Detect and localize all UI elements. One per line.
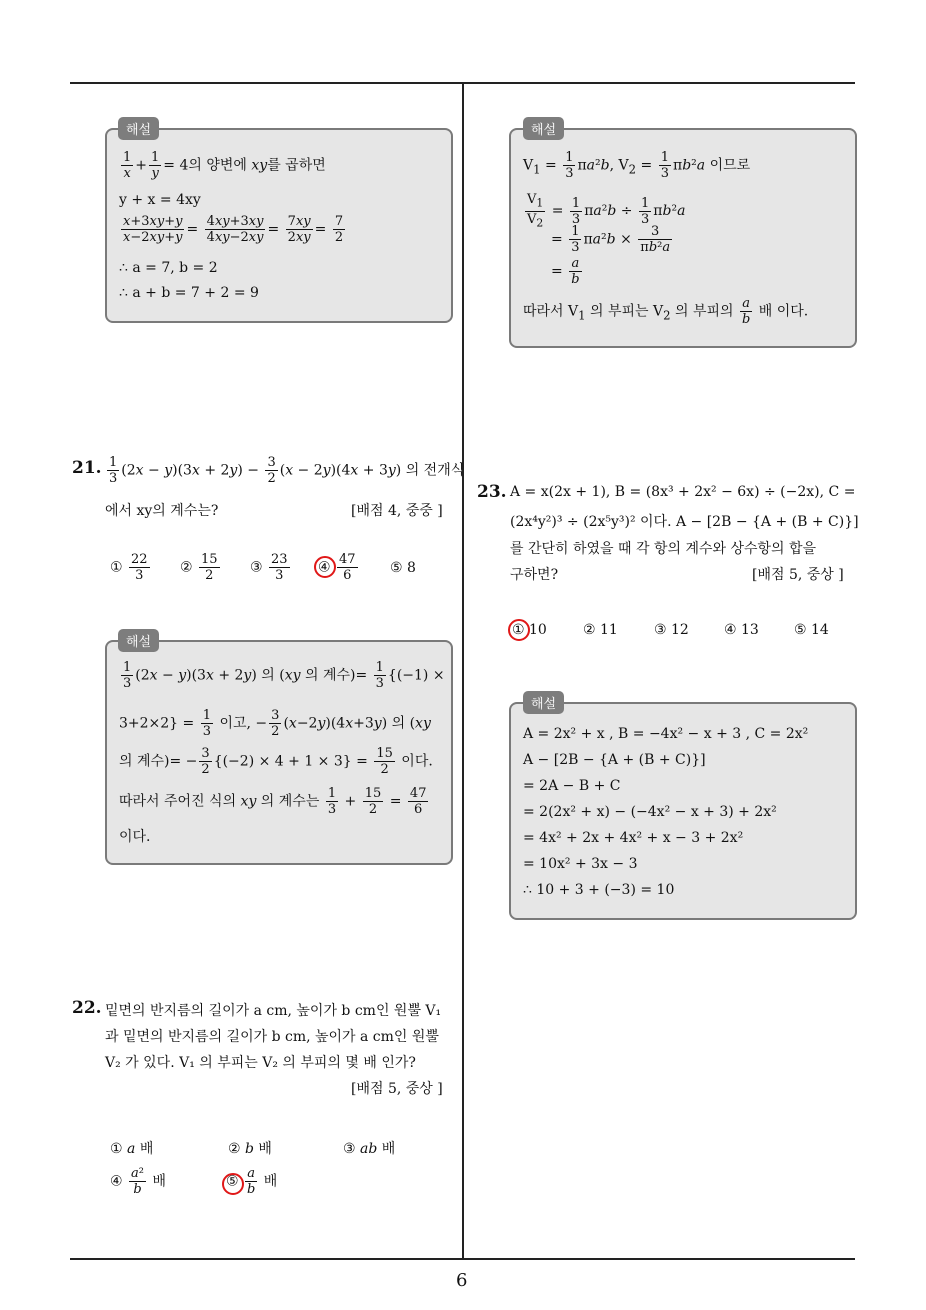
choice-2[interactable]: ② 11 bbox=[583, 622, 618, 638]
question-text: 밑면의 반지름의 길이가 a cm, 높이가 b cm인 원뿔 V₁ bbox=[105, 1003, 442, 1019]
solution-tag: 해설 bbox=[118, 117, 159, 140]
choice-4[interactable]: ④ $\frac{47}{6}$ bbox=[318, 552, 356, 583]
choice-3[interactable]: ③ $\frac{23}{3}$ bbox=[250, 552, 288, 583]
question-text: 에서 xy의 계수는? bbox=[105, 503, 219, 519]
solution-line: 따라서 주어진 식의 xy 의 계수는 $\frac{1}{3}$ + $\frac{15}{2}$ = $\frac{47}{6}$ bbox=[119, 786, 427, 817]
solution-line: 따라서 $V_1$ 의 부피는 $V_2$ 의 부피의 $\frac{a}{b}$ 배 이다. bbox=[523, 296, 809, 327]
choice-4[interactable]: ④ 13 bbox=[724, 622, 759, 638]
solution-line: 3+2×2} = $\frac{1}{3}$ 이고, − $\frac{3}{2}$ (x−2y)(4x+3y) 의 (xy bbox=[119, 708, 431, 739]
choice-3[interactable]: ③ 12 bbox=[654, 622, 689, 638]
choice-4[interactable]: ④ $\frac{\text{a²}}{b}$ 배 bbox=[110, 1166, 166, 1197]
choice-2[interactable]: ② b 배 bbox=[228, 1141, 272, 1157]
question-text: A = x(2x + 1), B = (8x³ + 2x² − 6x) ÷ (−2x), C = bbox=[510, 484, 856, 500]
solution-line: A − [2B − {A + (B + C)}] bbox=[523, 752, 706, 768]
solution-box-22 bbox=[509, 128, 857, 348]
question-text: $\frac{1}{3}$ (2x − y)(3x + 2y) − $\frac{3}{2}$ (x − 2y)(4x + 3y) 의 전개식 bbox=[109, 455, 465, 486]
solution-line: 의 계수)= − $\frac{3}{2}$ {(−2) × 4 + 1 × 3} = $\frac{15}{2}$ 이다. bbox=[119, 746, 433, 777]
choice-5[interactable]: ⑤ $\frac{a}{b}$ 배 bbox=[226, 1166, 278, 1197]
grade-label: [배점 5, 중상 ] bbox=[351, 1081, 443, 1097]
solution-tag: 해설 bbox=[523, 691, 564, 714]
page-number: 6 bbox=[456, 1270, 468, 1291]
solution-box-21 bbox=[105, 640, 453, 865]
grade-label: [배점 5, 중상 ] bbox=[752, 567, 844, 583]
solution-line: = $\frac{1}{3}$ πa²b × $\frac{3}{\text{πb²a}}$ bbox=[551, 224, 671, 255]
solution-line: A = 2x² + x , B = −4x² − x + 3 , C = 2x² bbox=[523, 726, 809, 742]
choice-1[interactable]: ① 10 bbox=[512, 622, 547, 638]
question-text: 구하면? bbox=[510, 567, 559, 583]
solution-line: = $\frac{a}{b}$ bbox=[551, 256, 580, 287]
solution-line: $\frac{1}{3}$ (2x − y)(3x + 2y) 의 (xy 의 계수)= $\frac{1}{3}$ {(−1) × bbox=[123, 660, 445, 691]
choice-2[interactable]: ② $\frac{15}{2}$ bbox=[180, 552, 218, 583]
solution-line: = 4x² + 2x + 4x² + x − 3 + 2x² bbox=[523, 830, 744, 846]
question-number: 21. bbox=[72, 458, 102, 478]
question-text: V₂ 가 있다. V₁ 의 부피는 V₂ 의 부피의 몇 배 인가? bbox=[105, 1055, 416, 1071]
choice-5[interactable]: ⑤ 14 bbox=[794, 622, 829, 638]
solution-box-23 bbox=[509, 702, 857, 920]
question-text: 를 간단히 하였을 때 각 항의 계수와 상수항의 합을 bbox=[510, 541, 817, 557]
solution-line: 이다. bbox=[119, 829, 151, 845]
solution-line: = 10x² + 3x − 3 bbox=[523, 856, 638, 872]
solution-line: ∴ a + b = 7 + 2 = 9 bbox=[119, 285, 259, 301]
bottom-rule bbox=[70, 1258, 855, 1260]
question-text: (2x⁴y²)³ ÷ (2x⁵y³)² 이다. A − [2B − {A + (B + C)}] bbox=[510, 514, 859, 530]
question-text: 과 밑면의 반지름의 길이가 b cm, 높이가 a cm인 원뿔 bbox=[105, 1029, 439, 1045]
solution-line: $V_1$ = $\frac{1}{3}$ πa²b, $V_2$ = $\frac{1}{3}$ πb²a 이므로 bbox=[523, 150, 751, 181]
solution-line: ∴ 10 + 3 + (−3) = 10 bbox=[523, 882, 675, 898]
solution-line: $\frac{V_1}{V_2}$ = $\frac{1}{3}$ πa²b ÷ $\frac{1}{3}$ πb²a bbox=[527, 192, 686, 230]
answer-mark bbox=[508, 619, 530, 641]
answer-mark bbox=[222, 1173, 244, 1195]
grade-label: [배점 4, 중중 ] bbox=[351, 503, 443, 519]
solution-box-prev bbox=[105, 128, 453, 323]
solution-line: = 2(2x² + x) − (−4x² − x + 3) + 2x² bbox=[523, 804, 777, 820]
solution-line: = 2A − B + C bbox=[523, 778, 621, 794]
question-number: 23. bbox=[477, 482, 507, 502]
solution-line: $\frac{x+3xy+y}{x-2xy+y}$ = $\frac{4xy+3xy}{4xy-2xy}$ = $\frac{7xy}{2xy}$ = $\frac{7}{2}$ bbox=[123, 214, 344, 245]
choice-5[interactable]: ⑤ 8 bbox=[390, 560, 416, 576]
choice-3[interactable]: ③ ab 배 bbox=[343, 1141, 396, 1157]
solution-tag: 해설 bbox=[523, 117, 564, 140]
choice-1[interactable]: ① $\frac{22}{3}$ bbox=[110, 552, 148, 583]
solution-line: y + x = 4xy bbox=[119, 192, 201, 208]
question-number: 22. bbox=[72, 998, 102, 1018]
column-divider bbox=[462, 84, 464, 1259]
solution-line: $\frac{1}{x}$ + $\frac{1}{y}$ = 4의 양변에 xy를 곱하면 bbox=[123, 150, 326, 181]
solution-line: ∴ a = 7, b = 2 bbox=[119, 260, 218, 276]
answer-mark bbox=[314, 556, 336, 578]
choice-1[interactable]: ① a 배 bbox=[110, 1141, 154, 1157]
solution-tag: 해설 bbox=[118, 629, 159, 652]
